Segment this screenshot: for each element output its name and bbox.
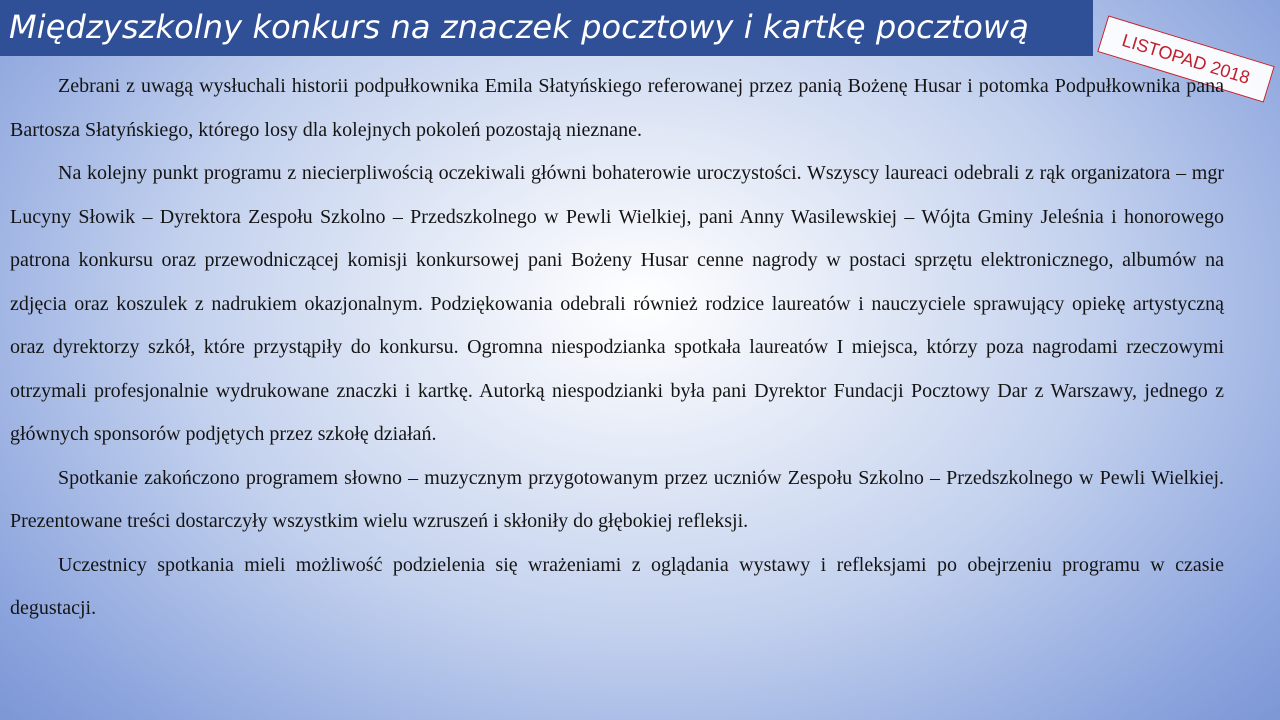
slide-body — [10, 65, 1224, 631]
slide-title: Międzyszkolny konkurs na znaczek pocztowy i kartkę pocztową — [9, 8, 1029, 46]
paragraph-4: Uczestnicy spotkania mieli możliwość podzielenia się wrażeniami z oglądania wystawy i refleksjami po obejrzeniu programu w czasie degustacji. — [10, 553, 1224, 619]
paragraph-1: Zebrani z uwagą wysłuchali historii podpułkownika Emila Słatyńskiego referowanej przez panią Bożenę Husar i potomka Podpułkownika pana Bartosza Słatyńskiego, którego losy dla kolejnych pokoleń pozostają nieznane. — [10, 75, 1224, 141]
date-stamp: LISTOPAD 2018 — [1097, 15, 1275, 102]
title-bar — [0, 0, 1093, 56]
paragraph-2: Na kolejny punkt programu z niecierpliwością oczekiwali główni bohaterowie uroczystości. Wszyscy laureaci odebrali z rąk organizatora – mgr Lucyny Słowik – Dyrektora Zespołu Szkolno – Przedszkolnego w Pewli Wielkiej, pani Anny Wasilewskiej – Wójta Gminy Jeleśnia i honorowego patrona konkursu oraz przewodniczącej komisji konkursowej pani Bożeny Husar cenne nagrody w postaci sprzętu elektronicznego, albumów na zdjęcia oraz koszulek z nadrukiem okazjonalnym. Podziękowania odebrali również rodzice laureatów i nauczyciele sprawujący opiekę artystyczną oraz dyrektorzy szkół, które przystąpiły do konkursu. Ogromna niespodzianka spotkała laureatów I miejsca, którzy poza nagrodami rzeczowymi otrzymali profesjonalnie wydrukowane znaczki i kartkę. Autorką niespodzianki była pani Dyrektor Fundacji Pocztowy Dar z Warszawy, jednego z głównych sponsorów podjętych przez szkołę działań. — [10, 162, 1224, 445]
paragraph-3: Spotkanie zakończono programem słowno – muzycznym przygotowanym przez uczniów Zespołu Szkolno – Przedszkolnego w Pewli Wielkiej. Prezentowane treści dostarczyły wszystkim wielu wzruszeń i skłoniły do głębokiej refleksji. — [10, 466, 1224, 532]
